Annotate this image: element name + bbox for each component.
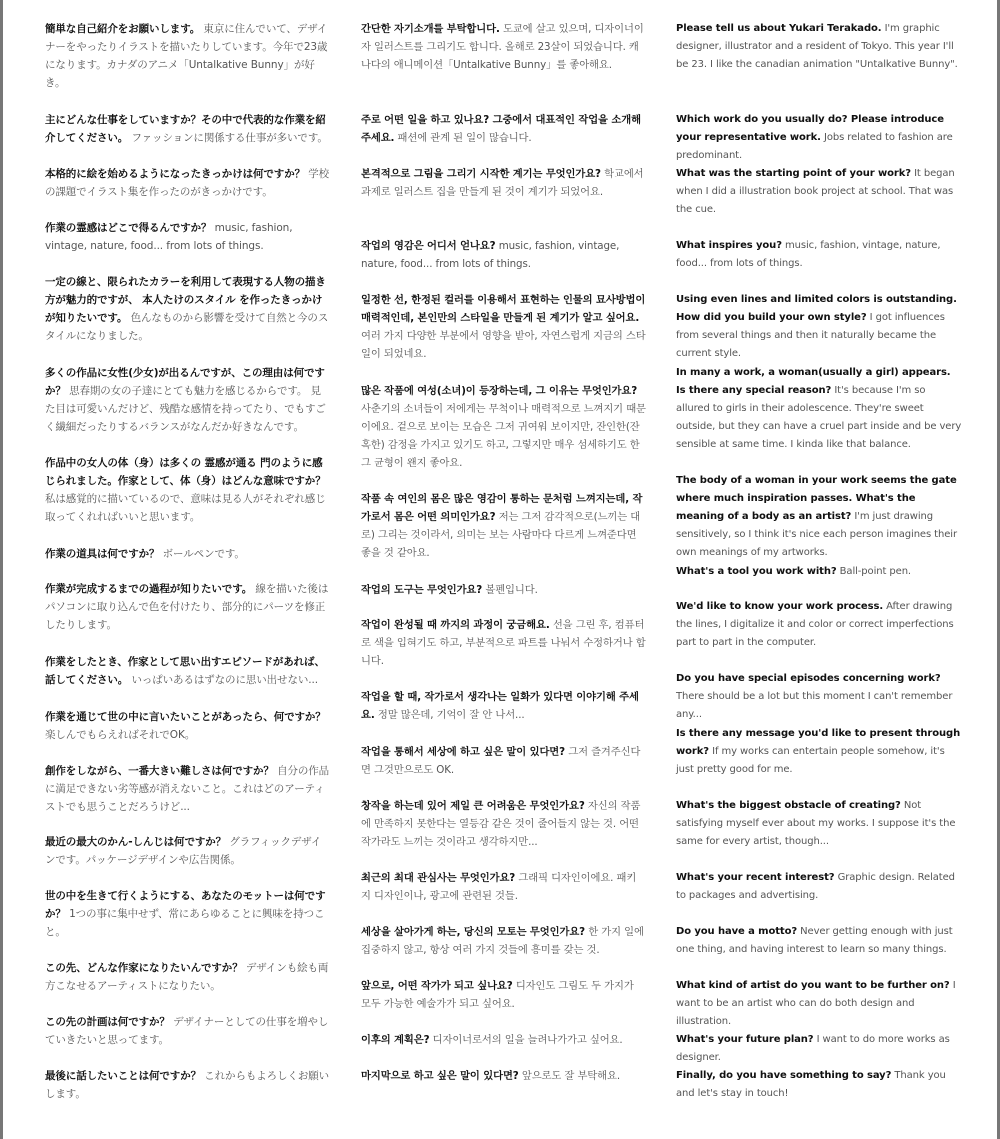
question-text: 一定の線と、限られたカラーを利用して表現する人物の描き方が魅力的ですが、 本人たけのスタイル を作ったきっかけが知りたいです。 [45, 276, 326, 324]
answer-text: Thank you and let's stay in touch! [676, 1070, 946, 1099]
answer-text: 그저 즐겨주신다면 그것만으로도 OK. [361, 746, 641, 776]
answer-text: 私は感覚的に描いているので、意味は見る人がそれぞれ感じ取ってくれればいいと思います。 [45, 493, 326, 523]
qa-item [361, 869, 646, 905]
answer-text: After drawing the lines, I digitalize it and color or correct imperfections part to part in the computer. [676, 601, 954, 648]
question-text: 작업을 할 때, 작가로서 생각나는 일화가 있다면 이야기해 주세요. [361, 691, 639, 721]
qa-item [45, 833, 330, 869]
question-text: 簡単な自己紹介をお願いします。 [45, 23, 201, 35]
answer-text: 思春期の女の子達にとても魅力を感じるからです。 見た目は可愛いんだけど、残酷な感情を持ってたり、でもすごく繊細だったりするバランスがなんだか好きなんです。 [45, 385, 326, 433]
qa-item [45, 1013, 330, 1049]
answer-text: It's because I'm so allured to girls in their adolescence. They're sweet outside, but they can have a cruel part inside and be very sensible at same time. I kinda like that balance. [676, 385, 962, 450]
qa-item [361, 581, 646, 599]
answer-text: 정말 많은데, 기억이 잘 안 나서... [377, 709, 525, 721]
qa-item [676, 797, 962, 851]
question-text: 作業をしたとき、作家として思い出すエピソードがあれば、話してください。 [45, 656, 325, 686]
answer-text: Not satisfying myself ever about my works. I suppose it's the same for every artist, though... [676, 800, 956, 847]
answer-text: 楽しんでもらえればそれでOK。 [45, 729, 196, 741]
question-text: What's the biggest obstacle of creating? [676, 800, 901, 811]
answer-text: 도쿄에 살고 있으며, 디자이너이자 일러스트를 그리기도 합니다. 올해로 23살이 되었습니다. 캐나다의 애니메이션「Untalkative Bunny」를 좋아해요. [361, 23, 644, 71]
question-text: 多くの作品に女性(少女)が出るんですが、この理由は何ですか？ [45, 367, 325, 397]
qa-item [361, 923, 646, 959]
answer-text: There should be a lot but this moment I can't remember any... [676, 691, 953, 720]
qa-item [45, 273, 330, 345]
question-text: 세상을 살아가게 하는, 당신의 모토는 무엇인가요? [361, 926, 586, 938]
question-text: Do you have a motto? [676, 926, 798, 937]
qa-item [45, 1067, 330, 1103]
answer-text: If my works can entertain people somehow, it's just pretty good for me. [676, 746, 945, 775]
qa-item [361, 20, 646, 74]
answer-text: 디자이너로서의 일을 늘려나가가고 싶어요. [432, 1034, 623, 1046]
answer-text: ファッションに関係する仕事が多いです。 [131, 132, 328, 144]
question-text: The body of a woman in your work seems the gate where much inspiration passes. What's the meaning of a body as an artist? [676, 475, 957, 522]
question-text: 本格的に絵を始めるようになったきっかけは何ですか？ [45, 168, 305, 180]
qa-item [676, 923, 962, 959]
qa-item [45, 364, 330, 436]
answer-text: music, fashion, vintage, nature, food... from lots of things. [676, 240, 941, 269]
answer-text: 선을 그린 후, 컴퓨터로 색을 입혀기도 하고, 부분적으로 파트를 나눠서 수정하거나 합니다. [361, 619, 646, 667]
question-text: What's your future plan? [676, 1034, 814, 1045]
qa-item [676, 563, 962, 581]
question-text: この先の計画は何ですか？ [45, 1016, 170, 1028]
qa-item [676, 869, 962, 905]
answer-text: 패션에 관계 된 일이 많습니다. [397, 132, 532, 144]
question-text: Is there any message you'd like to present through work? [676, 728, 961, 757]
question-text: 최근의 최대 관심사는 무엇인가요? [361, 872, 516, 884]
qa-item [45, 219, 330, 255]
qa-item [361, 977, 646, 1013]
qa-item [676, 237, 962, 273]
answer-text: music, fashion, vintage, nature, food... from lots of things. [361, 240, 620, 270]
qa-item [361, 797, 646, 851]
qa-item [45, 20, 330, 92]
question-text: 일정한 선, 한정된 컬러를 이용해서 표현하는 인물의 묘사방법이 매력적인데, 본인만의 스타일을 만들게 된 계기가 알고 싶어요. [361, 294, 646, 324]
qa-item [45, 959, 330, 995]
qa-item [45, 762, 330, 816]
question-text: 본격적으로 그림을 그리기 시작한 계기는 무엇인가요? [361, 168, 601, 180]
question-text: 作業を通じて世の中に言いたいことがあったら、何ですか？ [45, 711, 326, 723]
question-text: この先、どんな作家になりたいんですか？ [45, 962, 243, 974]
answer-text: 한 가지 일에 집중하지 않고, 항상 여러 가지 것들에 흥미를 갖는 것. [361, 926, 644, 956]
question-text: Using even lines and limited colors is outstanding. How did you build your own style? [676, 294, 957, 323]
qa-item [676, 670, 962, 724]
question-text: We'd like to know your work process. [676, 601, 884, 612]
qa-item [676, 291, 962, 363]
qa-item [361, 237, 646, 273]
question-text: 最近の最大のかん-しんじは何ですか？ [45, 836, 227, 848]
qa-item [45, 165, 330, 201]
question-text: 창작을 하는데 있어 제일 큰 어려움은 무엇인가요? [361, 800, 585, 812]
qa-item [45, 887, 330, 941]
qa-item [361, 111, 646, 147]
answer-text: 東京に住んでいて、デザイナーをやったりイラストを描いたりしています。今年で23歳になります。カナダのアニメ「Untalkative Bunny」が好き。 [45, 23, 328, 89]
answer-text: music, fashion, vintage, nature, food... from lots of things. [45, 222, 293, 252]
answer-text: Graphic design. Related to packages and advertising. [676, 872, 955, 901]
qa-item [45, 454, 330, 526]
question-text: Finally, do you have something to say? [676, 1070, 892, 1081]
question-text: What's a tool you work with? [676, 566, 837, 577]
answer-text: デザイナーとしての仕事を増やしていきたいと思ってます。 [45, 1016, 329, 1046]
question-text: Please tell us about Yukari Terakado. [676, 23, 882, 34]
question-text: 주로 어떤 일을 하고 있나요? 그중에서 대표적인 작업을 소개해 주세요. [361, 114, 641, 144]
answer-text: I got influences from several things and then it naturally became the current style. [676, 312, 945, 359]
question-text: 作品中の女人の体（身）は多くの 霊感が通る 門のように感じられました。作家として、体（身）はどんな意味ですか？ [45, 457, 326, 487]
question-text: In many a work, a woman(usually a girl) appears. Is there any special reason? [676, 367, 951, 396]
answer-text: 그래픽 디자인이에요. 패키지 디자인이나, 광고에 관련된 것들. [361, 872, 637, 902]
question-text: Which work do you usually do? Please introduce your representative work. [676, 114, 944, 143]
question-text: What kind of artist do you want to be further on? [676, 980, 950, 991]
question-text: 作業の道具は何ですか？ [45, 548, 160, 560]
qa-item [45, 580, 330, 634]
answer-text: 사춘기의 소녀들이 저에게는 무척이나 매력적으로 느껴지기 때문이에요. 겉으로 보이는 모습은 그저 귀여워 보이지만, 잔인한(잔혹한) 감정을 가지고 있기도 하고, 그렇지만 매우 섬세하기도 한 그 균형이 왠지 좋아요. [361, 403, 646, 469]
question-text: What inspires you? [676, 240, 782, 251]
qa-item [676, 1031, 962, 1067]
qa-item [361, 165, 646, 201]
answer-text: Jobs related to fashion are predominant. [676, 132, 953, 161]
answer-text: デザインも絵も両方こなせるアーティストになりたい。 [45, 962, 329, 992]
answer-text: 앞으로도 잘 부탁해요. [521, 1070, 620, 1082]
qa-item [676, 20, 962, 74]
answer-text: I want to do more works as designer. [676, 1034, 950, 1063]
answer-text: 1つの事に集中せず、常にあらゆることに興味を持つこと。 [45, 908, 325, 938]
qa-item [45, 653, 330, 689]
answer-text: 自分の作品に満足できない劣等感が消えないこと。これはどのアーティストでも思うことだろうけど... [45, 765, 330, 813]
answer-text: グラフィックデザインです。パッケージデザインや広告関係。 [45, 836, 322, 866]
question-text: 앞으로, 어떤 작가가 되고 싶나요? [361, 980, 513, 992]
answer-text: 色んなものから影響を受けて自然と今のスタイルになりました。 [45, 312, 329, 342]
answer-text: 디자인도 그림도 두 가지가 모두 가능한 예술가가 되고 싶어요. [361, 980, 634, 1010]
qa-item [361, 490, 646, 562]
qa-item [676, 165, 962, 219]
question-text: 간단한 자기소개를 부탁합니다. [361, 23, 500, 35]
question-text: 작업을 통해서 세상에 하고 싶은 말이 있다면? [361, 746, 566, 758]
answer-text: これからもよろしくお願いします。 [45, 1070, 330, 1100]
question-text: 作業の霊感はどこで得るんですか？ [45, 222, 212, 234]
question-text: 創作をしながら、一番大きい難しさは何ですか？ [45, 765, 274, 777]
answer-text: ボールペンです。 [162, 548, 245, 560]
qa-item [676, 111, 962, 165]
answer-text: Never getting enough with just one thing, and having interest to learn so many things. [676, 926, 953, 955]
question-text: Do you have special episodes concerning work? [676, 673, 941, 684]
answer-text: 線を描いた後はパソコンに取り込んで色を付けたり、部分的にパーツを修正したりします。 [45, 583, 329, 631]
question-text: 작업의 도구는 무엇인가요? [361, 584, 483, 596]
question-text: 작품 속 여인의 몸은 많은 영감이 통하는 문처럼 느껴지는데, 작가로서 몸은 어떤 의미인가요? [361, 493, 643, 523]
qa-item [676, 1067, 962, 1103]
answer-text: 자신의 작품에 만족하지 못한다는 열등감 같은 것이 줄어들지 않는 것. 어떤 작가라도 느끼는 것이라고 생각하지만... [361, 800, 641, 848]
answer-text: It began when I did a illustration book project at school. That was the cue. [676, 168, 955, 215]
qa-item [676, 725, 962, 779]
answer-text: Ball-point pen. [839, 566, 912, 577]
qa-item [361, 743, 646, 779]
answer-text: I'm just drawing sensitively, so I think it's nice each person imagines their own meanings of my artworks. [676, 511, 957, 558]
answer-text: I want to be an artist who can do both design and illustration. [676, 980, 956, 1027]
qa-item [361, 382, 646, 472]
qa-item [361, 1031, 646, 1049]
answer-text: I'm graphic designer, illustrator and a resident of Tokyo. This year I'll be 23. I like the canadian animation "Untalkative Bunny". [676, 23, 958, 70]
question-text: 世の中を生きて行くようにする、あなたのモットーは何ですか？ [45, 890, 326, 920]
answer-text: 저는 그저 감각적으로(느끼는 대로) 그리는 것이라서, 의미는 보는 사람마다 다르게 느껴준다면 좋을 것 같아요. [361, 511, 641, 559]
answer-text: 볼펜입니다. [485, 584, 538, 596]
qa-item [45, 708, 330, 744]
question-text: 작업이 완성될 때 까지의 과정이 궁금해요. [361, 619, 550, 631]
question-text: 作業が完成するまでの過程が知りたいです。 [45, 583, 253, 595]
qa-item [361, 291, 646, 363]
qa-item [361, 616, 646, 670]
question-text: 많은 작품에 여성(소녀)이 등장하는데, 그 이유는 무엇인가요? [361, 385, 638, 397]
question-text: 最後に話したいことは何ですか？ [45, 1070, 201, 1082]
qa-item [45, 111, 330, 147]
question-text: 작업의 영감은 어디서 얻나요? [361, 240, 496, 252]
qa-item [676, 472, 962, 562]
answer-text: 여러 가지 다양한 부분에서 영향을 받아, 자연스럽게 지금의 스타일이 되었네요. [361, 330, 646, 360]
question-text: What's your recent interest? [676, 872, 835, 883]
question-text: 主にどんな仕事をしていますか？その中で代表的な作業を紹介してください。 [45, 114, 326, 144]
question-text: 마지막으로 하고 싶은 말이 있다면? [361, 1070, 519, 1082]
question-text: What was the starting point of your work? [676, 168, 911, 179]
qa-item [45, 545, 330, 563]
qa-item [361, 688, 646, 724]
qa-item [361, 1067, 646, 1085]
qa-item [676, 977, 962, 1031]
qa-item [676, 598, 962, 652]
answer-text: 학교에서 과제로 일러스트 집을 만들게 된 것이 계기가 되었어요. [361, 168, 644, 198]
qa-item [676, 364, 962, 454]
question-text: 이후의 계획은? [361, 1034, 430, 1046]
answer-text: 学校の課題でイラスト集を作ったのがきっかけです。 [45, 168, 330, 198]
answer-text: いっぱいあるはずなのに思い出せない... [131, 674, 318, 686]
